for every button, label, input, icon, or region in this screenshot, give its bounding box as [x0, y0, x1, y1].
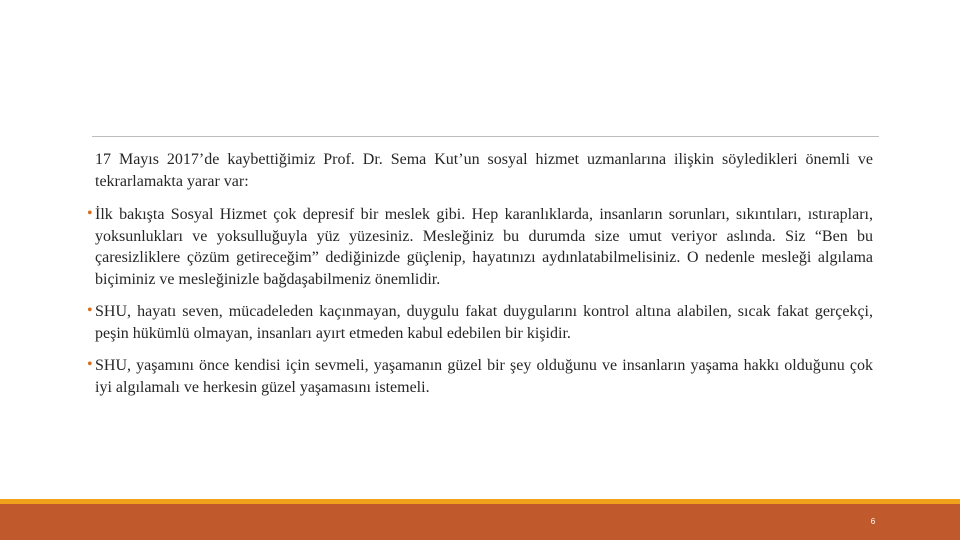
bullet-item	[87, 301, 873, 344]
page-number: 6	[870, 517, 876, 526]
slide-body	[87, 149, 873, 409]
intro-paragraph: 17 Mayıs 2017’de kaybettiğimiz Prof. Dr. Sema Kut’un sosyal hizmet uzmanlarına ilişkin söyledikleri önemli ve tekrarlamakta yarar var:	[95, 151, 873, 190]
footer-band	[0, 504, 960, 540]
bullet-item	[87, 204, 873, 290]
bullet-item	[87, 355, 873, 398]
bullet-text: SHU, yaşamını önce kendisi için sevmeli, yaşamanın güzel bir şey olduğunu ve insanların yaşama hakkı olduğunu çok iyi algılamalı ve herkesin güzel yaşamasını istemeli.	[95, 357, 873, 396]
bullet-dot-icon: •	[87, 205, 93, 222]
bullet-text: SHU, hayatı seven, mücadeleden kaçınmayan, duygulu fakat duygularını kontrol altına alabilen, sıcak fakat gerçekçi, peşin hükümlü olmayan, insanları ayırt etmeden kabul edebilen bir kişidir.	[95, 303, 873, 342]
bullet-text: İlk bakışta Sosyal Hizmet çok depresif bir meslek gibi. Hep karanlıklarda, insanların sorunları, sıkıntıları, ıstırapları, yoksunlukları ve yoksulluğuyla yüz yüzesiniz. Mesleğiniz bu durumda size umut veriyor aslında. Siz “Ben bu çaresizliklere çözüm getireceğim” dediğinizde güçlenip, hayatınızı aydınlatabilmelisiniz. O nedenle mesleği algılama biçiminiz ve mesleğinizle bağdaşabilmeniz önemlidir.	[95, 206, 873, 288]
bullet-dot-icon: •	[87, 356, 93, 373]
bullet-dot-icon: •	[87, 302, 93, 319]
title-divider	[92, 136, 879, 137]
